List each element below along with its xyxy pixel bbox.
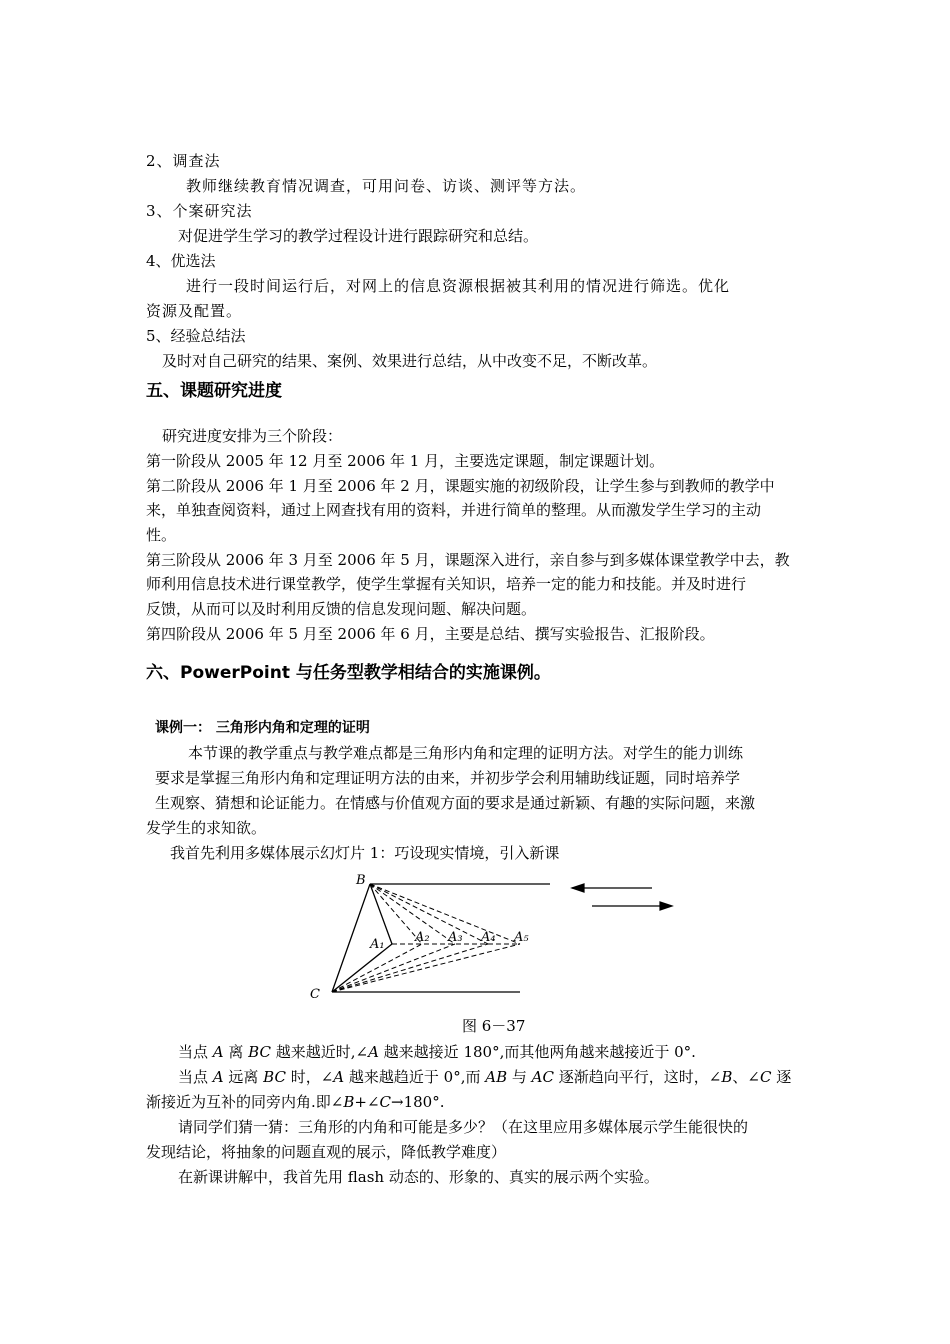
paragraph-guess-line1: 请同学们猜一猜：三角形的内角和可能是多少？（在这里应用多媒体展示学生能很快的 — [178, 1118, 749, 1136]
case-line: 发学生的求知欲。 — [146, 819, 267, 837]
method-2-body: 教师继续教育情况调查，可用问卷、访谈、测评等方法。 — [186, 177, 587, 195]
label-A3: A₃ — [448, 930, 463, 945]
case-line: 要求是掌握三角形内角和定理证明方法的由来，并初步学会利用辅助线证题，同时培养学 — [155, 769, 741, 787]
case-line: 本节课的教学重点与教学难点都是三角形内角和定理的证明方法。对学生的能力训练 — [188, 744, 744, 762]
label-C: C — [310, 987, 320, 1002]
dash-BA5 — [370, 884, 520, 944]
arrow-left-icon — [572, 884, 584, 892]
method-3-body: 对促进学生学习的教学过程设计进行跟踪研究和总结。 — [178, 227, 539, 245]
label-A4: A₄ — [481, 930, 496, 945]
schedule-line: 第二阶段从 2006 年 1 月至 2006 年 2 月，课题实施的初级阶段，让学生参与到教师的教学中 — [146, 477, 775, 495]
method-5-body: 及时对自己研究的结果、案例、效果进行总结，从中改变不足，不断改革。 — [162, 352, 658, 370]
schedule-line: 反馈，从而可以及时利用反馈的信息发现问题、解决问题。 — [146, 600, 537, 618]
schedule-line: 第三阶段从 2006 年 3 月至 2006 年 5 月，课题深入进行，亲自参与到多媒体课堂教学中去，教 — [146, 551, 790, 569]
dash-CA3 — [332, 944, 455, 992]
section-5-heading: 五、课题研究进度 — [146, 381, 282, 401]
label-A1: A₁ — [370, 937, 385, 952]
schedule-line: 性。 — [146, 526, 177, 544]
method-2-title: 2、调查法 — [146, 152, 221, 170]
paragraph-approach: 当点 A 离 BC 越来越近时,∠A 越来越接近 180°,而其他两角越来越接近于 0°. — [178, 1043, 696, 1061]
paragraph-away-line1: 当点 A 远离 BC 时，∠A 越来越趋近于 0°,而 AB 与 AC 逐渐趋向平行，这时，∠B、∠C 逐 — [178, 1068, 792, 1086]
label-B: B — [356, 873, 366, 888]
label-A2: A₂ — [415, 930, 430, 945]
slide-intro: 我首先利用多媒体展示幻灯片 1：巧设现实情境，引入新课 — [170, 844, 560, 862]
figure-caption: 图 6－37 — [462, 1017, 526, 1035]
triangle-figure — [300, 868, 680, 1008]
dash-BA3 — [370, 884, 455, 944]
schedule-line: 第一阶段从 2005 年 12 月至 2006 年 1 月，主要选定课题，制定课题计划。 — [146, 452, 665, 470]
method-4-title: 4、优选法 — [146, 252, 216, 270]
schedule-line: 师利用信息技术进行课堂教学，使学生掌握有关知识，培养一定的能力和技能。并及时进行 — [146, 575, 747, 593]
segment-BC — [332, 884, 370, 992]
method-4-body-line1: 进行一段时间运行后，对网上的信息资源根据被其利用的情况进行筛选。优化 — [186, 277, 731, 295]
paragraph-away-line2: 渐接近为互补的同旁内角.即∠B+∠C→180°. — [146, 1093, 445, 1111]
arrow-right-icon — [660, 902, 672, 910]
case-line: 生观察、猜想和论证能力。在情感与价值观方面的要求是通过新颖、有趣的实际问题，来激 — [155, 794, 756, 812]
paragraph-flash: 在新课讲解中，我首先用 flash 动态的、形象的、真实的展示两个实验。 — [178, 1168, 659, 1186]
method-4-body-line2: 资源及配置。 — [146, 302, 243, 320]
section-6-heading: 六、PowerPoint 与任务型教学相结合的实施课例。 — [146, 663, 551, 683]
method-3-title: 3、个案研究法 — [146, 202, 253, 220]
label-A5: A₅ — [514, 930, 529, 945]
dash-CA4 — [332, 944, 488, 992]
dash-CA5 — [332, 944, 520, 992]
method-5-title: 5、经验总结法 — [146, 327, 246, 345]
schedule-line: 第四阶段从 2006 年 5 月至 2006 年 6 月，主要是总结、撰写实验报告、汇报阶段。 — [146, 625, 715, 643]
schedule-intro: 研究进度安排为三个阶段： — [162, 427, 343, 445]
case-title: 课例一： 三角形内角和定理的证明 — [155, 720, 370, 736]
schedule-line: 来，单独查阅资料，通过上网查找有用的资料，并进行简单的整理。从而激发学生学习的主动 — [146, 501, 762, 519]
paragraph-guess-line2: 发现结论，将抽象的问题直观的展示，降低教学难度） — [146, 1143, 507, 1161]
